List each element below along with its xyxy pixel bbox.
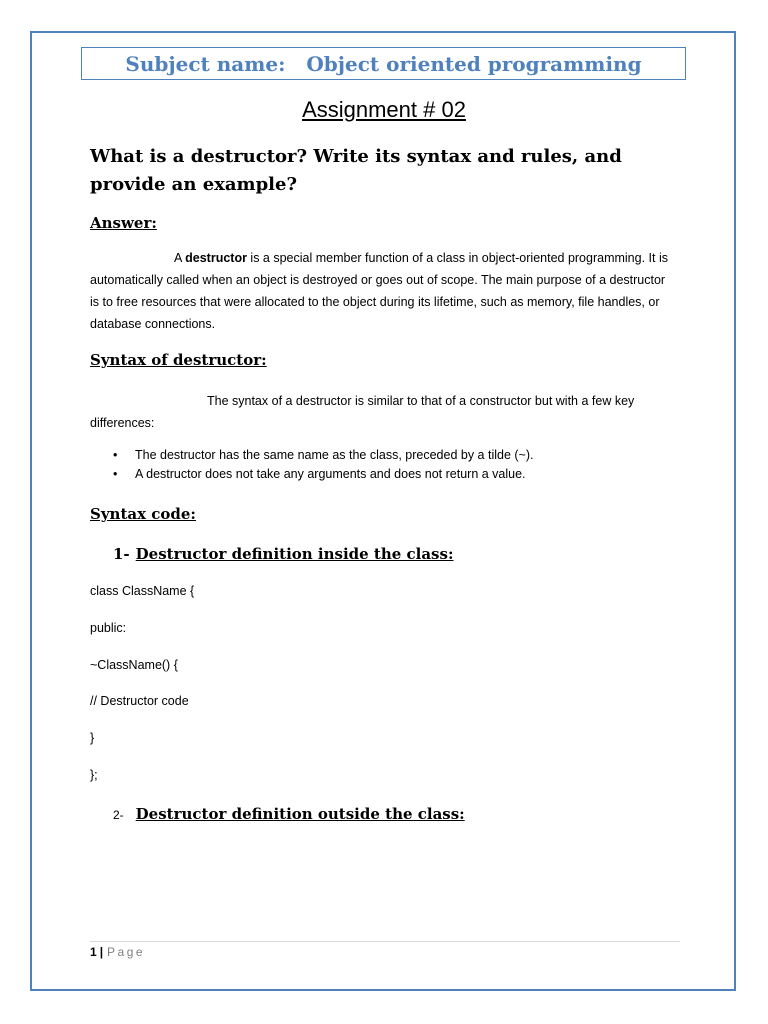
code-line: class ClassName {: [90, 584, 195, 598]
answer-heading: Answer:: [90, 214, 157, 232]
section-2-title: Destructor definition outside the class:: [135, 805, 465, 823]
syntax-code-heading: Syntax code:: [90, 505, 196, 523]
page-footer: [90, 944, 145, 960]
question-text: What is a destructor? Write its syntax and rules, and provide an example?: [90, 146, 622, 195]
code-line: // Destructor code: [90, 694, 189, 708]
page-label: Page: [107, 945, 146, 959]
answer-intro-rest: is a special member function of a class in object-oriented programming. It is automatically called when an object is destroyed or goes out of scope. The main purpose of a destructor is to free resources that were allocated to the object during its lifetime, such as memory, file handles, or database connections.: [90, 251, 668, 331]
code-line: public:: [90, 621, 127, 635]
footer-separator: |: [99, 945, 104, 959]
syntax-paragraph-text: The syntax of a destructor is similar to that of a constructor but with a few key differences:: [90, 394, 635, 430]
subject-title-box: Subject name: Object oriented programming: [81, 47, 686, 80]
section-1-heading: [113, 544, 453, 564]
list-item: • The destructor has the same name as the class, preceded by a tilde (~).: [113, 446, 533, 465]
code-line: };: [90, 768, 98, 782]
code-line: ~ClassName() {: [90, 658, 178, 672]
section-1-number: 1-: [113, 545, 130, 563]
list-item: • A destructor does not take any arguments and does not return a value.: [113, 465, 533, 484]
section-2-number: 2-: [113, 808, 124, 822]
footer-divider: [90, 941, 680, 942]
syntax-bullet-list: [113, 446, 533, 484]
answer-intro-bold: destructor: [185, 251, 247, 265]
answer-intro-prefix: A: [174, 251, 186, 265]
assignment-title: Assignment # 02: [302, 97, 466, 122]
syntax-paragraph: [90, 390, 675, 434]
answer-paragraph: [90, 247, 675, 335]
page-number: 1: [90, 945, 97, 959]
syntax-heading: Syntax of destructor:: [90, 351, 267, 369]
code-line: }: [90, 731, 95, 745]
section-1-title: Destructor definition inside the class:: [135, 545, 454, 563]
section-2-heading: [113, 804, 465, 825]
